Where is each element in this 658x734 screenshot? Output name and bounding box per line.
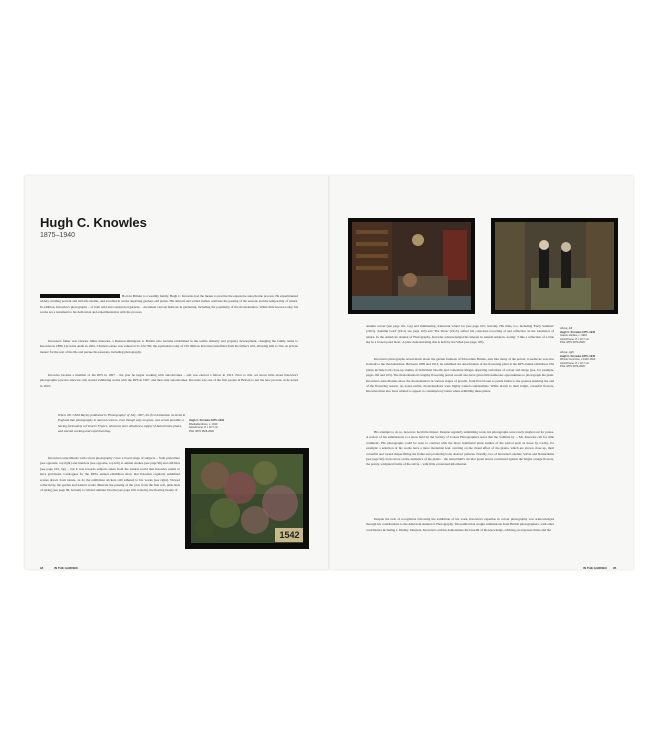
caption-line: Pilot, RPS 3073-2020 — [560, 341, 585, 345]
caption-line: Autochrome, 8 × 10.7 cm — [189, 426, 219, 430]
body-paragraph-4: Knowles's experiments with colour photography cover a broad range of subjects – from portraiture (see opposite, top right) and interiors (see opposite, top left) to animal studies (see page 96) and still lifes (see page 103, top) – but it was towards subjects taken from the natural world that Knowles seems to have gravitated. Catalogues for the RPS's annual exhibition show that Knowles regularly submitted scenes drawn from nature, as do the exhibition stickers still adhered to his works (see right). Viewed collectively, his garden and natural works illustrate the passing of the year, from the first soft, pink buds of spring (see page 96, bottom) to vibrant summer blooms (see page 100, bottom), the fleeting beauty of — [40, 456, 180, 493]
caption-title: Hugh C. Knowles 1875–1940 — [560, 330, 596, 334]
caption-line: Pilot, RPS 3526-2020 — [189, 429, 214, 433]
block-quote: When, Mr. Child Bayley published in 'Photography' of July, 1907, the first intimation received in England that photography in natural colours, even though only on glass, was at last possible, I, having fortunately a friend in France, almost at once obtained a supply of Autochrome plates, and started working and experimenting. — [58, 413, 186, 434]
caption-title: Hugh C. Knowles 1875–1940 — [560, 354, 596, 358]
photo-caption-left — [189, 419, 259, 433]
body-paragraph-3: Knowles became a member of the RPS in 1907 – the year he began working with autochromes – and was elected a fellow in 1913. Prior to this, we know little about Knowles's photographic practice since he only started exhibiting works with the RPS in 1907, and then only autochromes. Knowles was one of the first people in Britain to use the new process, as he noted in 1910: — [40, 373, 298, 388]
right-body-paragraph-4: Despite the lack of recognition following the exhibition of his work, Knowles's expertise in colour photography was acknowledged through his contributions to the American Annual of Photography. The publication sought submissions from British photographers, with other contributors including J. Dudley Johnston. Knowles's articles demonstrate the breadth of his knowledge, advising on exposure times and the — [366, 517, 554, 532]
caption-title: Hugh C. Knowles 1875–1940 — [189, 419, 225, 422]
right-body-paragraph-3: His attempts to do so, however, had little impact. Despite regularly submitting work, his photographs were rarely singled out for praise. A review of his submissions to a show held by the Society of Colour Photographers notes that the 'exhibits by ... Mr. Knowles call for little comment'. His photographs could be seen to contrast with the more traditional plant studies of the period such as those by Cadby, for example: a selection of his works have a more modernist feel, centring on the visual effect of the plants, which are shown close up, their colourful and varied shapes filling the frame and producing bold, abstract patterns. Notably, two of Knowles's studies, Salvia and Nasturtiums (see page 99), focus more on the aesthetics of the plants – the nasturtium's circular green leaves contrasted against the bright, orange flowers, the pointy, sculptural forms of the salvia – with little contextual information. — [366, 430, 554, 467]
caption-line: Rhododendrons, c. 1910 — [189, 422, 218, 426]
caption-line: Interior studies, c. 1910 — [560, 334, 587, 338]
folio-label-right: IN THE GARDEN — [583, 566, 607, 570]
interior-photo-art — [348, 218, 475, 314]
right-body-paragraph-1: autumn colour (see page 101, top) and shimmering, iridescent winter ice (see page 105, bottom). His titles, too, including 'Early Summer' (1923), 'Autumn Gold' (1914; see page 103) and 'The Thaw' (1913), reflect his conscious recording of and reflection on the transience of nature. In the American Annual of Photography, Knowles acknowledged his interest in natural subjects, noting: 'I like a reflection of a blue sky in a frozen pond most.' A plate demonstrating this is held by the V&A (see page 105). — [366, 324, 554, 345]
exhibition-sticker: 1542 — [279, 530, 300, 540]
gutter-shadow — [328, 176, 330, 569]
caption-position-label: Above, left — [560, 327, 573, 330]
caption-line: Autochrome, 8 × 10.7 cm — [560, 337, 590, 341]
life-dates: 1875–1940 — [40, 232, 76, 239]
interior-autochrome — [348, 218, 475, 314]
right-body-paragraph-2: Knowles's photographs reveal much about the garden fashions of Edwardian Britain, and, like many of the period, it seems he was also in thrall to the rhododendron. Between 1909 and 1913, he exhibited six autochromes of the flowering plant at the RPS annual exhibition. His plates include both close-up studies of individual blooms and contextual images depicting variations of colour and shape (see, for example, pages 102 and 103). The rhododendron's lengthy flowering period would also have given him numerous opportunities to photograph the plant. Knowles's autochromes show the rhododendron in various stages of growth, from first bloom to petals fallen to the ground, marking the end of the flowering season. As noted earlier, rhododendrons were highly valued commodities. While drawn to their bright, colourful flowers, Knowles must also have wished to appeal to contemporary tastes when exhibiting these plates. — [366, 357, 554, 394]
caption-line: Winnie Cummins, c.1910 1913 — [560, 358, 596, 362]
intro-paragraph — [40, 294, 298, 316]
caption-line: Autochrome, 8 × 10.7 cm — [560, 361, 590, 365]
folio-label-left: IN THE GARDEN — [54, 566, 78, 570]
caption-position-label: Above, right — [560, 351, 574, 354]
portrait-photo-art — [491, 218, 618, 314]
page-title: Hugh C. Knowles — [40, 215, 147, 230]
rhododendron-autochrome — [185, 448, 309, 549]
photo-caption-right-2 — [560, 351, 628, 369]
portrait-autochrome — [491, 218, 618, 314]
folio-number-right: 95 — [613, 566, 617, 570]
caption-line: Pilot, RPS 3074-2020 — [560, 365, 585, 369]
photo-caption-right-1 — [560, 327, 628, 345]
redaction-bar — [40, 294, 120, 298]
body-paragraph-2: Knowles's father was Charles Julius Knowles, a Russian immigrant to Britain who became established in the textile industry and property development, changing the family name to Knowles in 1889. Upon his death in 1902, Charles's estate was valued at £1,122,760, the equivalent today of £10 million. Knowles benefitted from his father's will, allowing him to 'live on private means' for the rest of his life and pursue his passions, including photography. — [40, 339, 298, 354]
intro-text: Born in Britain to a wealthy family, Hugh C. Knowles had the means to practise the expensive autochrome process. He experimented widely, trialling portrait and still-life studies, and excelled in works depicting gardens and plants. His delicate and varied studies celebrate the passing of the seasons and the temporality of nature. In addition, Knowles's photographs – of both wild and constructed gardens – document various fashions in gardening, including the popularity of the rhododendron. While little known today, his works are a testament to his dedication and experimentation with the process. — [40, 294, 298, 315]
folio-number-left: 94 — [40, 566, 44, 570]
